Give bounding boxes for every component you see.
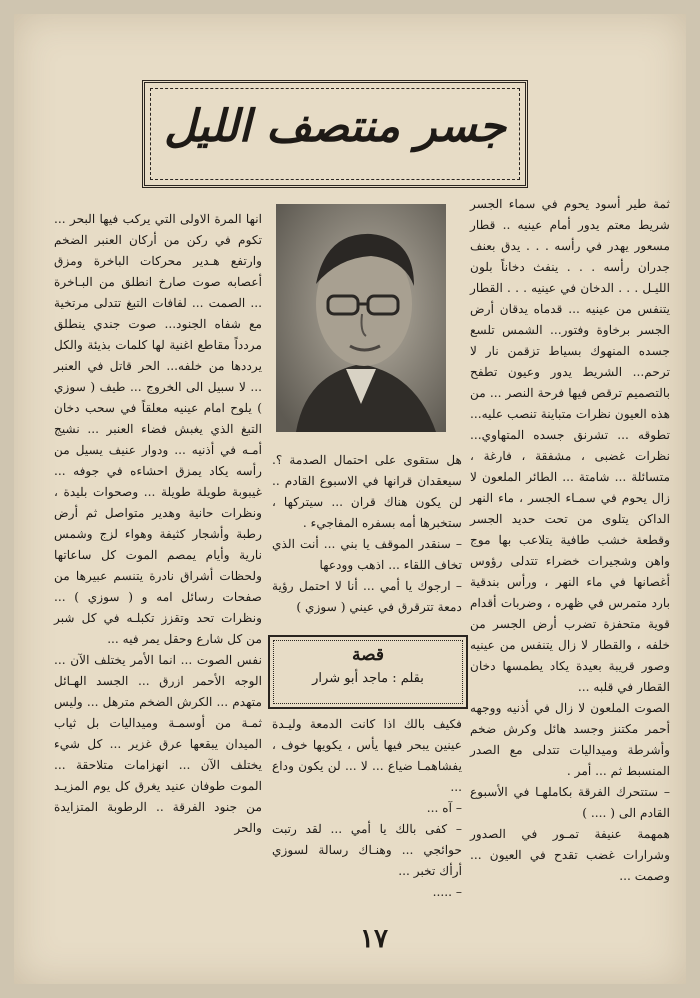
column-middle-lower-text: فكيف بالك اذا كانت الدمعة وليـدة عينين يبحر فيها يأس ، يكويها خوف ، يفشاهمـا ضياع ... لا ... لن يكون وداع ... – آه ... – كفى بالك يا أمي ... لقد رتبت حوائجي ... وهنـاك رسالة لسوزي أرأك تخبر ... – ..... <box>272 717 462 899</box>
author-photo <box>276 204 446 432</box>
author-byline: بقلم : ماجد أبو شرار <box>312 671 424 686</box>
column-middle-upper-text: هل ستقوى على احتمال الصدمة ؟. سيعقدان قرانها في الاسبوع القادم .. لن يكون هناك قران ... سيتركها ، ستخبرها أمه بسفره المفاجيء . – سنقدر الموقف يا بني ... أنت الذي تخاف اللقاء ... اذهب وودعها – ارجوك يا أمي ... أنا لا احتمل رؤية دمعة تترقرق في عيني ( سوزي ) <box>272 453 462 614</box>
text-column-right <box>470 194 670 887</box>
column-left-text: انها المرة الاولى التي يركب فيها البحر ... تكوم في ركن من أركان العنبر الضخم وارتفع هـدير محركات الباخرة ومزق أعصابه صوت صارخ انطلق من البـاخرة ... الصمت ... لفافات التبغ تتدلى مرتخية مع شفاه الجنود... صوت جندي ينطلق مردداً مقاطع اغنية لها كلمات بذيئة والكل يرددها من خلفه... الحر قاتل في العنبر ... لا سبيل الى الخروج ... طيف ( سوزي ) يلوح امام عينيه معلقاً في سحب دخان التبغ الذي يغبش فضاء العنبر ... نشيج أمـه في أذنيه ... ودوار عنيف يسيل من رأسه يكاد يمزق احشاءه في جوفه ... غيبوبة طويلة طويلة ... وصحوات بليدة ، ونظرات حانية وهدير متواصل ثم أرض رطبة وأشجار كثيفة وهواء لزج وشمس نارية وأيام يمصم الموت كل ساعاتها ولحظات أشراق نادرة يتنسم عبيرها من صفحات رسائل امه و ( سوزي ) ... ونظرات تحد وتقزز تكبلـه في كل شبر من كل شارع وحقل يمر فيه ... نفس الصوت ... انما الأمر يختلف الآن ... الوجه الأحمر ازرق ... الجسد الهـائل متهدم ... الكرش الضخم مترهل ... وليس ثمـة من أوسمـة وميداليات بل ثياب الميدان يبقعها عرق غزير ... كل شيء يختلف الآن ... انهزامات متلاحقة ... الموت طوفان عنيد يغرق كل يوم المزيـد من جنود الفرقة .. الرطوبة المتزايدة والحر <box>54 212 262 835</box>
story-label: قصة <box>352 645 384 665</box>
text-column-left <box>54 209 262 839</box>
title-frame <box>142 80 528 188</box>
text-column-middle-lower <box>272 714 462 903</box>
column-right-text: ثمة طير أسود يحوم في سماء الجسر شريط معتم يدور أمام عينيه .. قطار مسعور يهدر في رأسه . . . يدق بعنف جدران رأسه . . . ينفث دخاناً بلون الليـل . . . الدخان في عينيه . . . القطار يتنفس من عينيه ... قدماه يدقان أرض الجسر برخاوة وفتور... الشمس تلسع جسده المنهوك بسياط تزقمن نار لا ترحم... الشريط يدور وعيون تطفح بالتصميم ترقص فيها فرحة النصر ... من هذه العيون نظرات متباينة تنصب عليه... تطوقه ... تشرنق جسده المتهاوي... نظرات غضبى ، مشفقة ، فارغة ، متسائلة ... شامتة ... الطائر الملعون لا زال يحوم في سمـاء الجسر ، ماء النهر الداكن يتلوى من تحت حديد الجسر وقطعة خشب طافية يتلاعب بها موج واهن وشجيرات خضراء تتدلى رؤوس أغصانها في ماء النهر ، ورأس بندقية بارد متمرس في ظهره ، وضربات أقدام قوية متحفزة تضرب أرض الجسر من خلفه ، والقطار لا زال يتنفس من عينيه وصور قريبة بعيدة يكاد يطمسها دخان القطار في قلبه ... الصوت الملعون لا زال في أذنيه ووجهه أحمر مكتنز وجسد هائل وكرش ضخم وأشرطة وميداليات تتدلى مع الصدر المنسبط ثم ... أمر . – ستتحرك الفرقة بكاملهـا في الأسبوع القادم الى ( .... ) همهمة عنيفة تمـور في الصدور وشرارات غضب تقدح في العيون ... وصمت ... <box>470 197 670 883</box>
magazine-page <box>14 14 686 984</box>
text-column-middle-upper <box>272 450 462 618</box>
story-byline-box <box>268 635 468 709</box>
page-number: ١٧ <box>360 924 388 954</box>
portrait-illustration <box>276 204 446 432</box>
story-title: جسر منتصف الليل <box>164 101 506 152</box>
